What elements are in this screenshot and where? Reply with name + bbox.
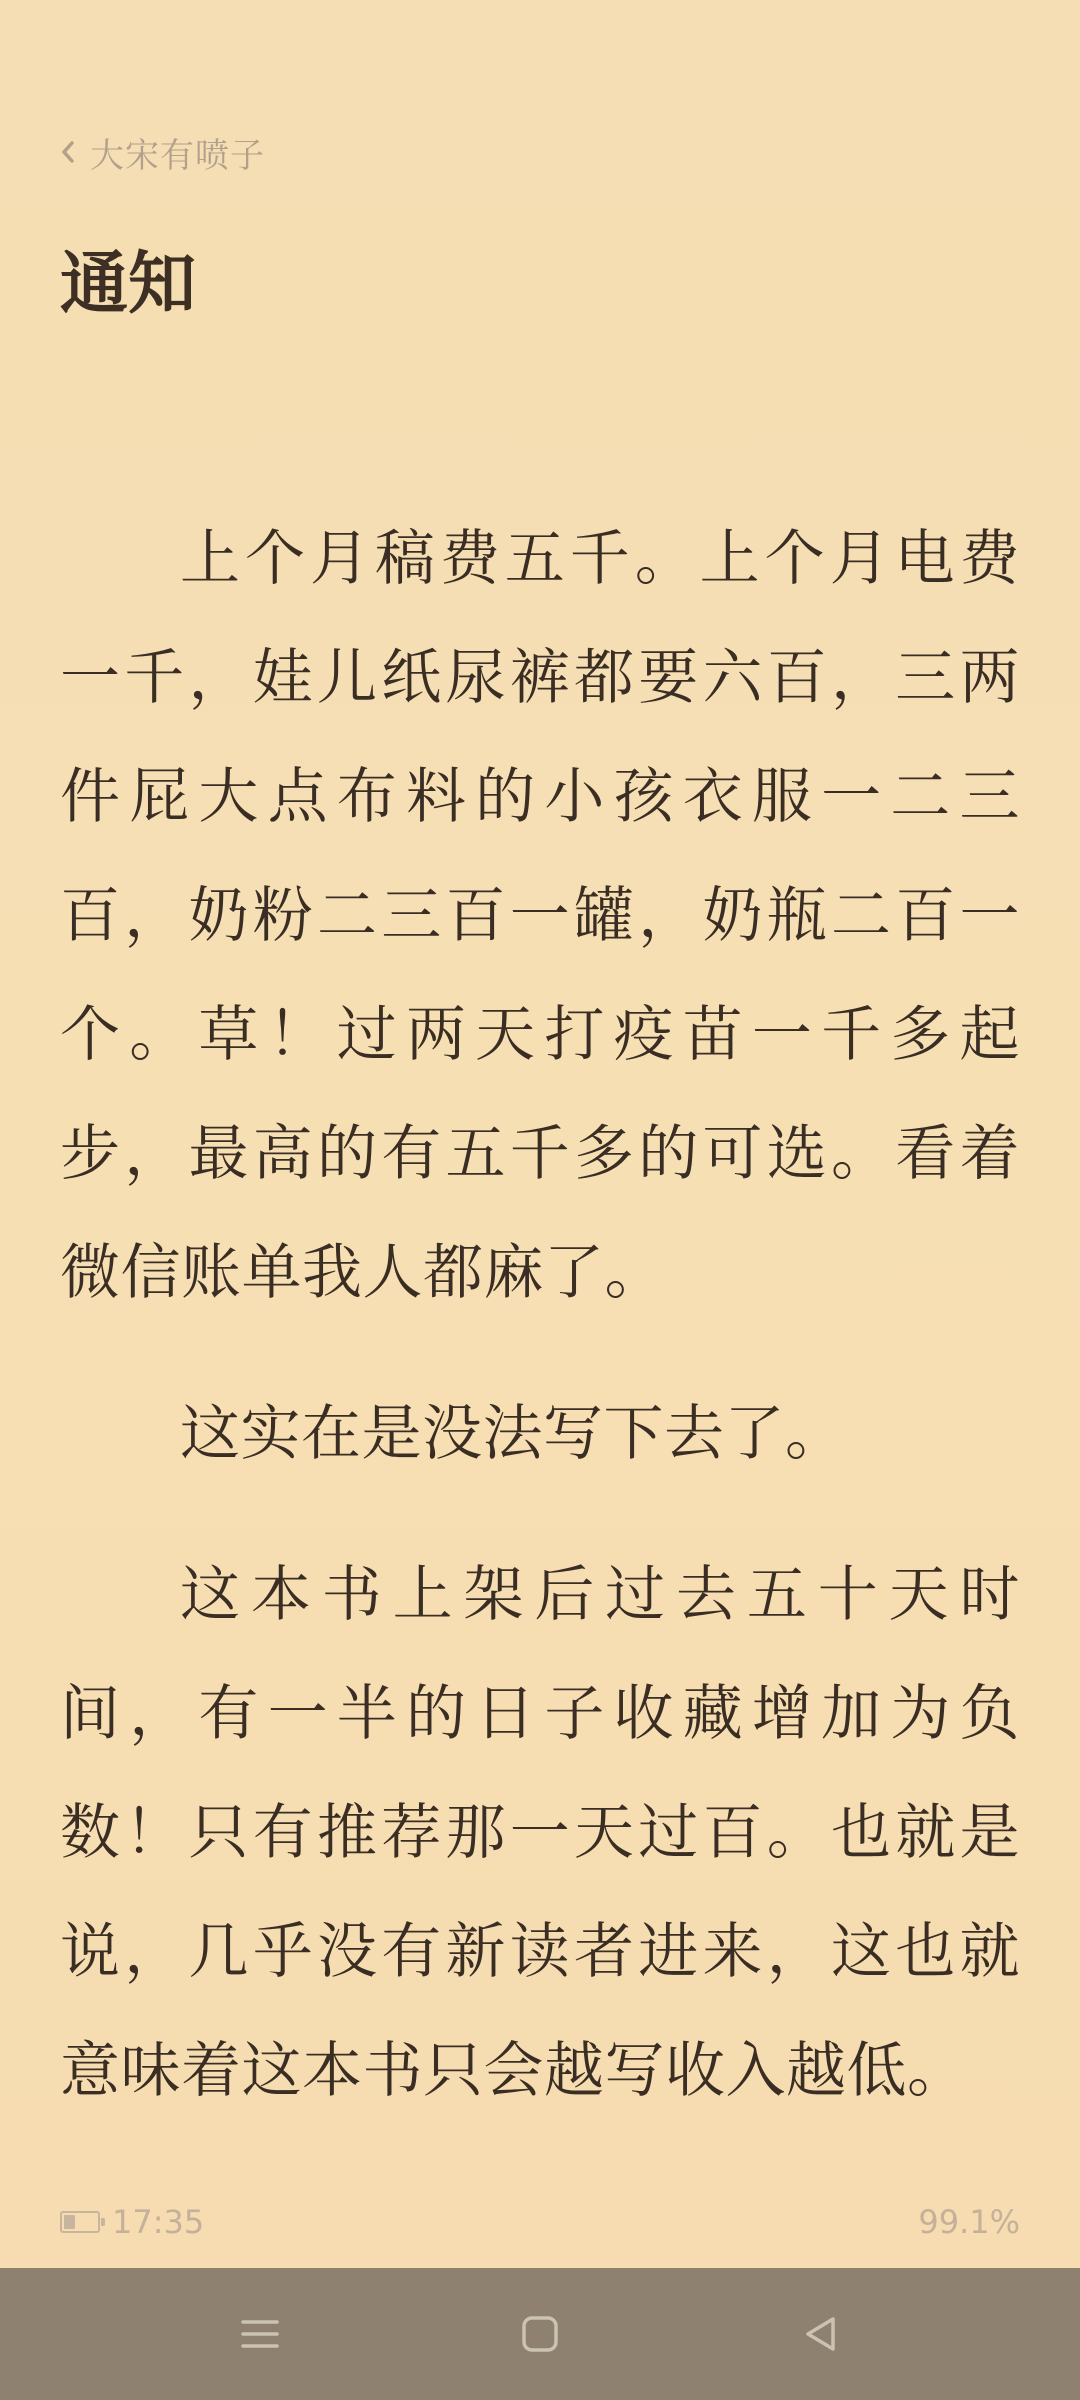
book-title: 大宋有喷子 [90,135,265,176]
reading-progress: 99.1% [918,2203,1020,2241]
menu-button[interactable] [200,2284,320,2384]
reader-status-bar [60,2200,1020,2244]
paragraph: 上个月稿费五千。上个月电费一千，娃儿纸尿裤都要六百，三两件屁大点布料的小孩衣服一二三百，奶粉二三百一罐，奶瓶二百一个。草！过两天打疫苗一千多起步，最高的有五千多的可选。看着微信账单我人都麻了。 [60,524,1020,1308]
clock-time: 17:35 [112,2203,205,2241]
back-button[interactable] [760,2284,880,2384]
menu-icon [240,2317,280,2351]
status-left [60,2203,204,2241]
paragraph: 这本书上架后过去五十天时间，有一半的日子收藏增加为负数！只有推荐那一天过百。也就是说，几乎没有新读者进来，这也就意味着这本书只会越写收入越低。 [60,1560,1020,2106]
back-triangle-icon [800,2314,840,2354]
chapter-title: 通知 [60,245,197,324]
back-to-book-button[interactable] [60,128,265,176]
paragraph: 这实在是没法写下去了。 [180,1399,846,1469]
home-button[interactable] [480,2284,600,2384]
system-navigation-bar [0,2268,1080,2400]
chevron-left-icon [60,138,76,166]
chapter-content [60,500,1020,2173]
battery-icon [60,2211,100,2233]
battery-fill [64,2215,75,2229]
home-square-icon [520,2314,560,2354]
